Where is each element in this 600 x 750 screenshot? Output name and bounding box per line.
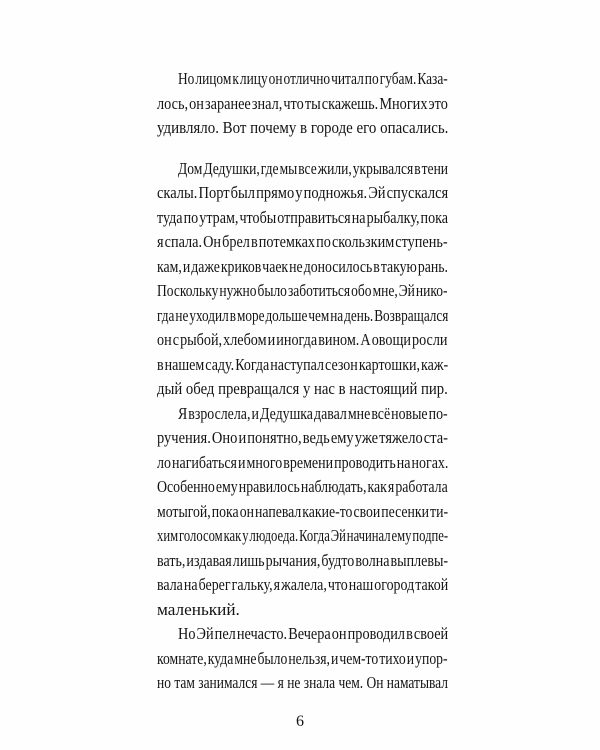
page-number: 6: [296, 713, 304, 730]
text-line: Поскольку нужно было заботиться обо мне, Эй нико-: [157, 281, 448, 300]
text-line: туда по утрам, чтобы отправиться на рыбалку, пока: [157, 208, 449, 227]
text-line: мотыгой, пока он напевал какие-то свои песенки ти-: [157, 502, 449, 521]
text-line: Но лицом к лицу он отлично читал по губам. Каза-: [178, 69, 448, 88]
text-line: комнате, куда мне было нельзя, и чем-то тихо и упор-: [157, 649, 448, 668]
text-line: хим голосом как у людоеда. Когда Эй начинал ему подпе-: [157, 526, 449, 545]
text-line: вала на берег гальку, я жалела, что наш огород такой: [157, 575, 449, 594]
text-line: ручения. Оно и понятно, ведь ему уже тяжело ста-: [157, 428, 448, 447]
text-line: я спала. Он брел в потемках по скользким ступень-: [157, 232, 448, 251]
text-line: дый обед превращался у нас в настоящий пир.: [157, 379, 448, 398]
text-line: Но Эй пел нечасто. Вечера он проводил в своей: [178, 624, 449, 643]
text-line: но там занимался — я не знала чем. Он наматывал: [157, 673, 449, 692]
text-line: он с рыбой, хлебом и иногда вином. А овощи росли: [157, 330, 448, 349]
text-line: вать, издавая лишь рычания, будто волна выплевы-: [157, 551, 449, 570]
text-line: ло нагибаться и много времени проводить на ногах.: [157, 453, 449, 472]
text-line: скалы. Порт был прямо у подножья. Эй спускался: [157, 183, 449, 202]
text-line: гда не уходил в море дольше чем на день. Возвращался: [157, 306, 449, 325]
text-line: лось, он заранее знал, что ты скажешь. Многих это: [157, 94, 448, 113]
text-line: кам, и даже криков чаек не доносилось в такую рань.: [157, 257, 449, 276]
text-line: Особенно ему нравилось наблюдать, как я работала: [157, 477, 448, 496]
text-line: Дом Дедушки, где мы все жили, укрывался в тени: [178, 159, 449, 178]
text-line: удивляло. Вот почему в городе его опасались.: [157, 118, 449, 137]
text-line: Я взрослела, и Дедушка давал мне всё новые по-: [178, 404, 448, 423]
text-line: маленький.: [157, 600, 240, 619]
text-line: в нашем саду. Когда наступал сезон картошки, каж-: [157, 355, 449, 374]
